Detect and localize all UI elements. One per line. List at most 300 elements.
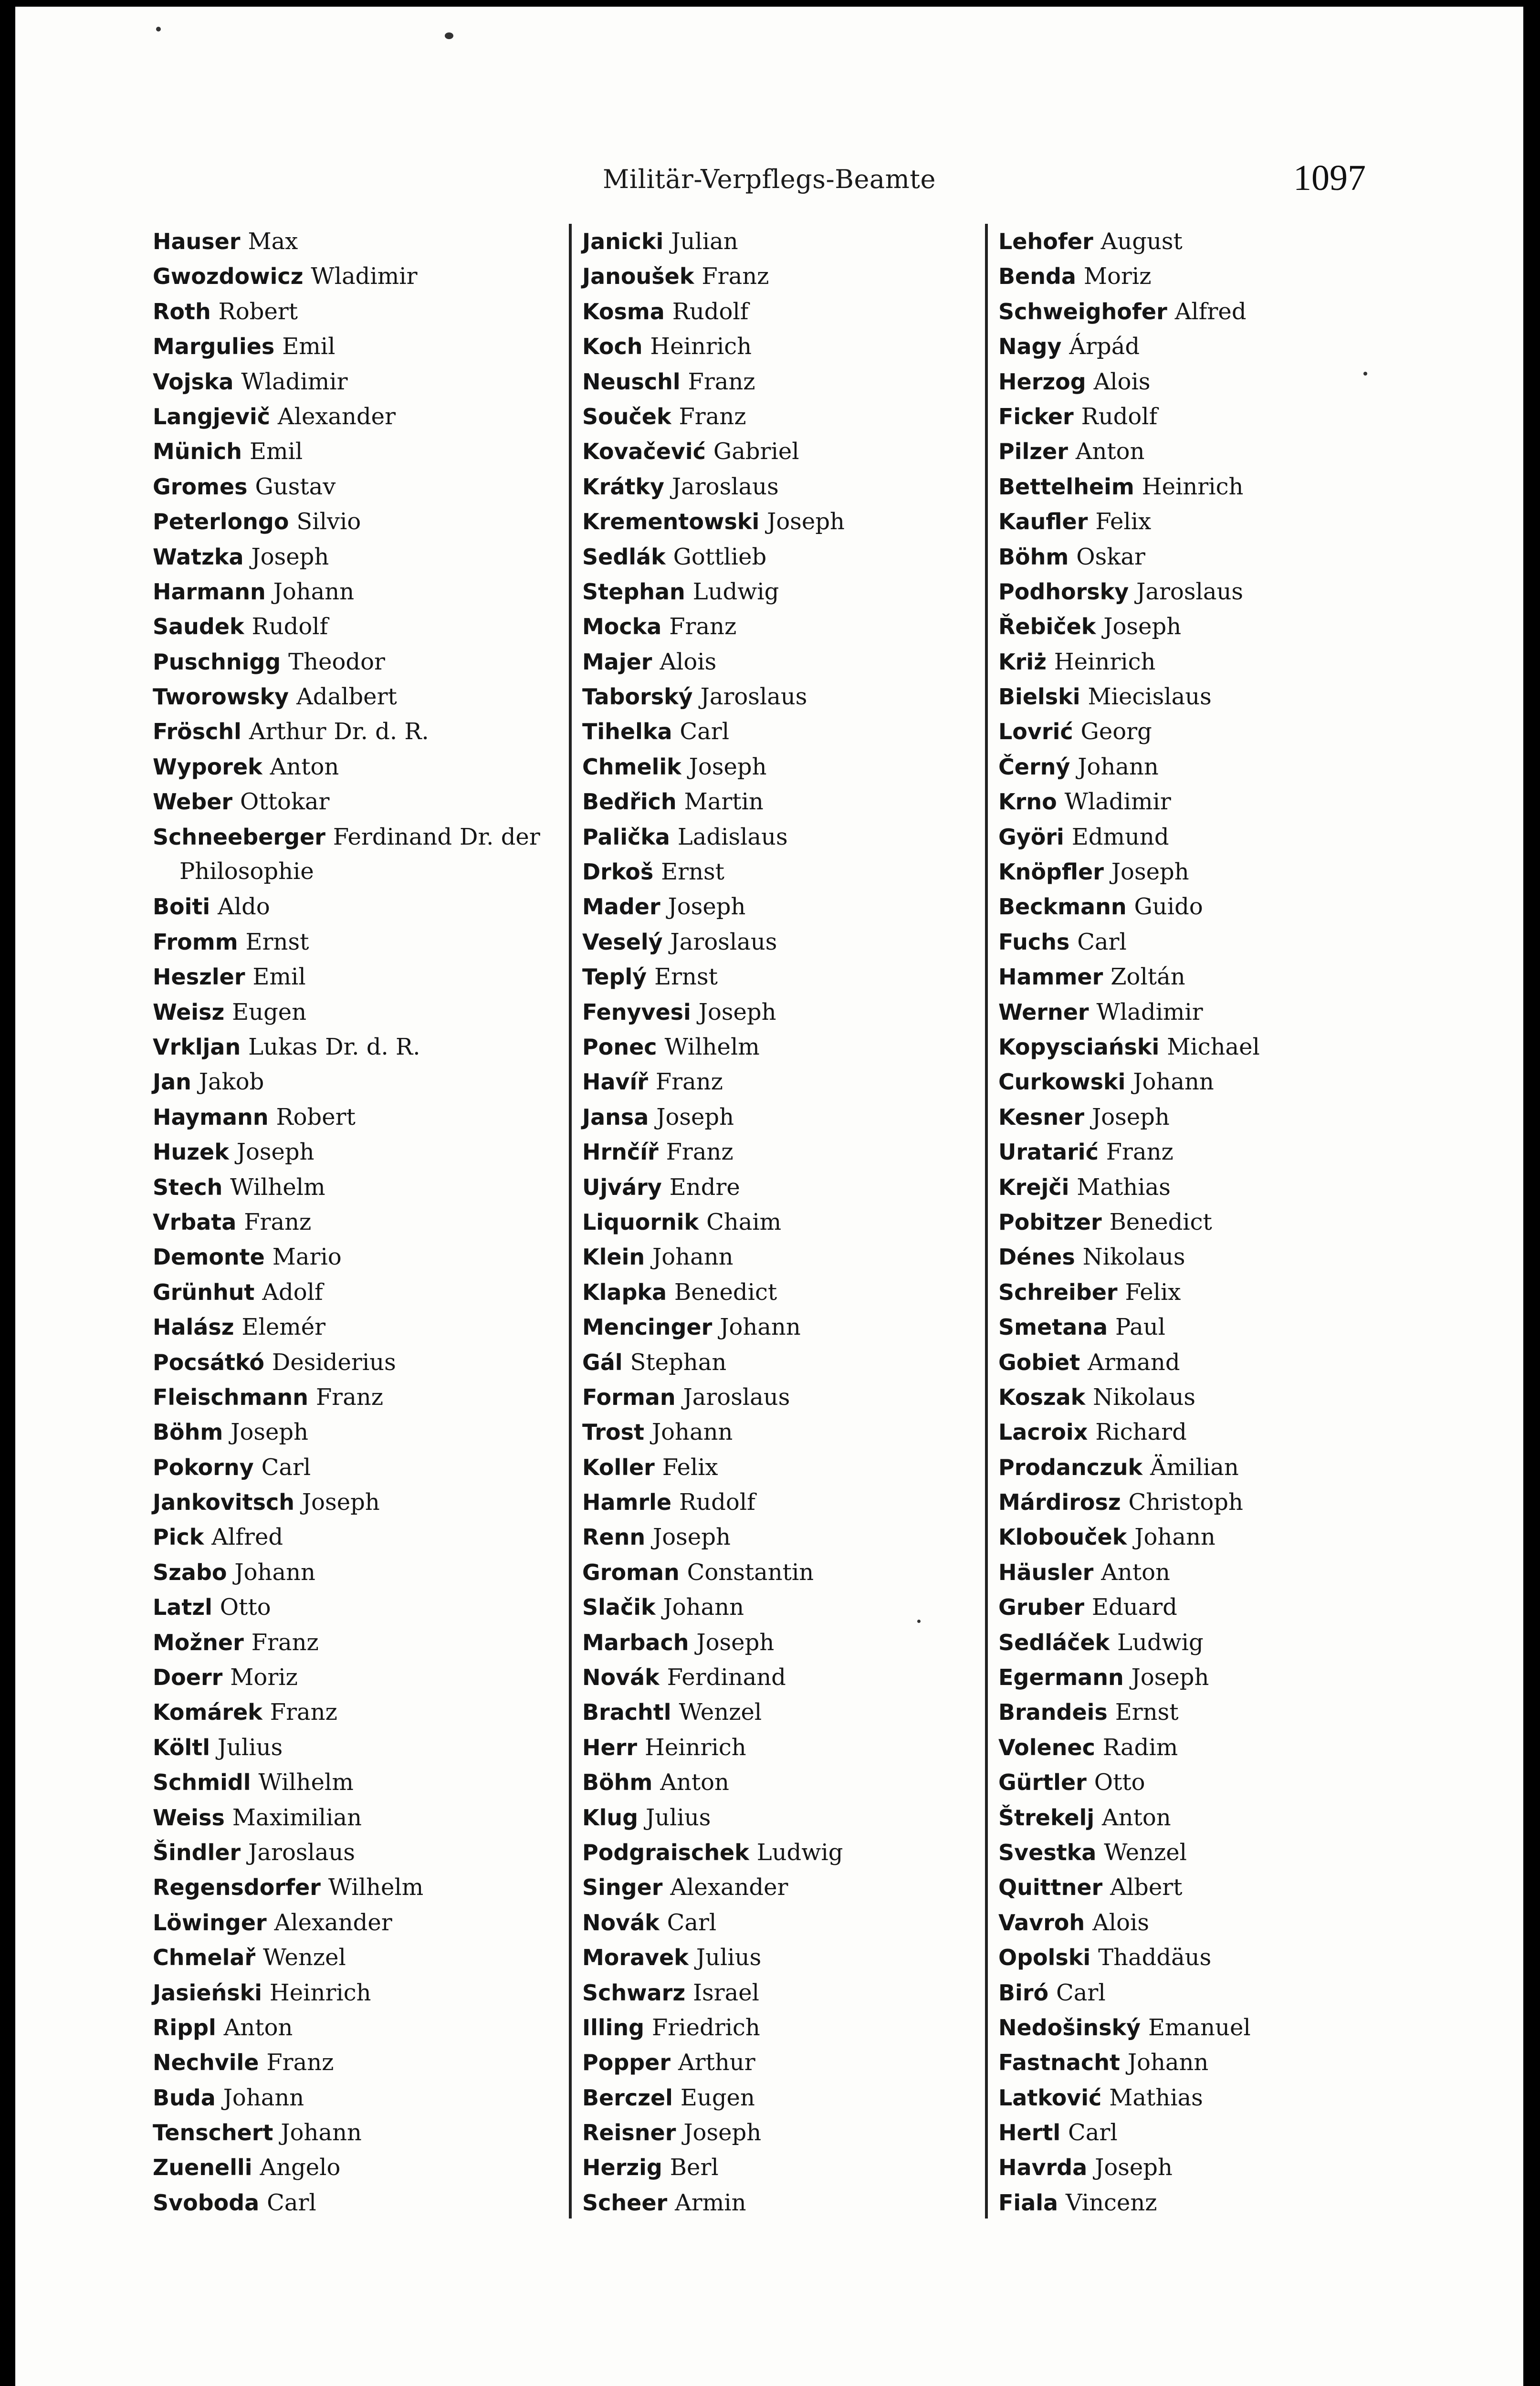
list-item [153, 1905, 554, 1940]
given-name: Ladislaus [677, 823, 788, 850]
list-item [998, 1134, 1390, 1169]
list-item [153, 1940, 554, 1975]
given-name: Wenzel [679, 1699, 762, 1726]
list-item [153, 924, 554, 959]
surname: Költl [153, 1734, 210, 1760]
list-item [998, 294, 1390, 329]
given-name: Elemér [241, 1314, 326, 1341]
given-name: Carl [667, 1909, 717, 1936]
surname: Černý [998, 753, 1070, 780]
surname: Gobiet [998, 1349, 1080, 1375]
list-item [998, 1975, 1390, 2010]
surname: Nedošinský [998, 2014, 1141, 2041]
given-name: Chaim [706, 1208, 782, 1235]
list-item [582, 1940, 974, 1975]
surname: Gromes [153, 473, 248, 500]
list-item [998, 994, 1390, 1029]
surname: Tihelka [582, 719, 672, 745]
surname: Weisz [153, 999, 225, 1025]
surname: Kovačević [582, 439, 706, 465]
surname: Berczel [582, 2084, 673, 2111]
list-item [153, 539, 554, 574]
surname: Curkowski [998, 1069, 1126, 1095]
list-item [153, 1239, 554, 1274]
surname: Regensdorfer [153, 1874, 321, 1901]
surname: Huzek [153, 1139, 229, 1165]
list-item [582, 364, 974, 399]
surname: Scheer [582, 2189, 668, 2216]
list-item [582, 1660, 974, 1695]
given-name: Ludwig [692, 578, 779, 605]
given-name: Joseph [1103, 613, 1182, 640]
given-name: Felix [1125, 1278, 1181, 1306]
surname: Chmelař [153, 1945, 256, 1971]
surname: Ujváry [582, 1174, 662, 1200]
given-name: Carl [680, 718, 730, 745]
surname: Sedlák [582, 544, 666, 570]
surname: Saudek [153, 614, 244, 640]
surname: Pilzer [998, 439, 1068, 465]
given-name: Robert [276, 1103, 356, 1130]
surname: Tenschert [153, 2120, 273, 2146]
list-item [153, 2045, 554, 2080]
list-item [998, 1099, 1390, 1134]
surname: Hertl [998, 2120, 1061, 2146]
list-item [582, 1975, 974, 2010]
given-name: Alfred [211, 1524, 283, 1551]
list-item [153, 714, 554, 749]
given-name: Emil [282, 333, 335, 360]
surname: Neuschl [582, 368, 681, 395]
list-item [998, 1170, 1390, 1204]
given-name: Heinrich [1142, 473, 1244, 500]
list-item [153, 1519, 554, 1554]
list-item [153, 329, 554, 364]
list-item [998, 1695, 1390, 1729]
list-item [153, 679, 554, 714]
title-suffix: Dr. d. R. [334, 718, 429, 745]
surname: Weiss [153, 1804, 225, 1831]
list-item [153, 1134, 554, 1169]
surname: Havíř [582, 1069, 648, 1095]
list-item [998, 2080, 1390, 2115]
surname: Ficker [998, 403, 1074, 429]
list-item [153, 1380, 554, 1414]
given-name: Adolf [262, 1278, 323, 1306]
given-name: Zoltán [1110, 963, 1185, 991]
list-item [998, 1870, 1390, 1905]
given-name: Johann [223, 2084, 304, 2111]
list-item [582, 1835, 974, 1870]
surname: Heszler [153, 964, 245, 990]
list-item [998, 1940, 1390, 1975]
surname: Harmann [153, 578, 266, 605]
list-item [153, 2010, 554, 2045]
list-item-continuation: Philosophie [179, 858, 314, 885]
list-item [998, 1450, 1390, 1485]
given-name: Ämilian [1150, 1454, 1239, 1481]
list-item [153, 1730, 554, 1765]
surname: Uratarić [998, 1139, 1099, 1165]
list-item [582, 399, 974, 434]
list-item [998, 1345, 1390, 1380]
list-item [153, 469, 554, 504]
list-item [998, 1239, 1390, 1274]
list-item [153, 959, 554, 994]
surname: Knöpfler [998, 859, 1104, 885]
surname: Fastnacht [998, 2050, 1120, 2076]
given-name: Miecislaus [1088, 683, 1212, 711]
surname: Lovrić [998, 719, 1073, 745]
list-item [153, 1450, 554, 1485]
surname: Biró [998, 1979, 1049, 2006]
surname: Fleischmann [153, 1384, 309, 1410]
surname: Smetana [998, 1314, 1108, 1340]
given-name: Arthur [678, 2049, 755, 2076]
given-name: Otto [1094, 1769, 1145, 1796]
given-name: Alfred [1174, 298, 1247, 325]
given-name: Johann [1134, 1524, 1215, 1551]
given-name: Ernst [1115, 1699, 1179, 1726]
surname: Liquornik [582, 1209, 699, 1235]
given-name: Rudolf [251, 613, 328, 640]
surname: Taborský [582, 684, 693, 710]
surname: Podhorsky [998, 578, 1129, 605]
list-item [153, 1345, 554, 1380]
given-name: Theodor [288, 648, 385, 675]
list-item [582, 1239, 974, 1274]
list-item [582, 749, 974, 784]
list-item [153, 1485, 554, 1519]
list-item [153, 1625, 554, 1660]
given-name: Robert [218, 298, 298, 325]
surname: Palička [582, 824, 670, 850]
surname: Beckmann [998, 894, 1127, 920]
list-item [153, 2080, 554, 2115]
list-item [153, 1414, 554, 1449]
surname: Herzog [998, 368, 1086, 395]
given-name: Ernst [245, 928, 309, 955]
given-name: Carl [1068, 2119, 1118, 2146]
surname: Novák [582, 1909, 660, 1936]
list-item [153, 1029, 554, 1064]
list-item [582, 1625, 974, 1660]
surname: Grünhut [153, 1279, 255, 1305]
surname: Jansa [582, 1104, 649, 1130]
surname: Popper [582, 2050, 671, 2076]
given-name: Armin [675, 2189, 746, 2216]
given-name: Endre [669, 1173, 740, 1201]
given-name: Ernst [654, 963, 718, 991]
list-item [153, 259, 554, 293]
list-item [998, 1765, 1390, 1800]
list-item [998, 1625, 1390, 1660]
given-name: Martin [684, 788, 764, 816]
surname: Havrda [998, 2155, 1088, 2181]
given-name: Anton [270, 753, 339, 780]
given-name: Mathias [1109, 2084, 1203, 2111]
given-name: Friedrich [652, 2014, 760, 2041]
surname: Tworowsky [153, 684, 289, 710]
surname: Kesner [998, 1104, 1085, 1130]
given-name: Heinrich [1054, 648, 1156, 675]
list-item [998, 1730, 1390, 1765]
list-item [998, 329, 1390, 364]
given-name: Heinrich [269, 1979, 371, 2006]
given-name: Joseph [230, 1419, 309, 1446]
list-item [998, 1309, 1390, 1344]
list-item [998, 679, 1390, 714]
surname: Reisner [582, 2120, 676, 2146]
surname: Krejči [998, 1174, 1069, 1200]
given-name: Vincenz [1065, 2189, 1157, 2216]
surname: Weber [153, 789, 233, 815]
surname: Janoušek [582, 263, 694, 290]
surname: Lehofer [998, 229, 1093, 254]
surname: Mocka [582, 614, 662, 640]
surname: Veselý [582, 929, 663, 955]
list-item [582, 609, 974, 644]
scan-speck [156, 27, 161, 31]
list-item [998, 1519, 1390, 1554]
surname: Klein [582, 1244, 645, 1270]
given-name: Gabriel [713, 438, 799, 465]
list-item [582, 2010, 974, 2045]
given-name: Radim [1102, 1734, 1178, 1761]
list-item [153, 609, 554, 644]
surname: Buda [153, 2084, 216, 2111]
surname: Vrbata [153, 1209, 237, 1235]
surname: Bielski [998, 684, 1080, 710]
given-name: Richard [1095, 1419, 1187, 1446]
given-name: Franz [669, 613, 737, 640]
surname: Koller [582, 1454, 655, 1480]
surname: Svestka [998, 1839, 1097, 1865]
surname: Ponec [582, 1034, 657, 1060]
list-item [582, 1870, 974, 1905]
surname: Mencinger [582, 1314, 712, 1340]
given-name: Armand [1088, 1349, 1180, 1376]
given-name: Moriz [1083, 263, 1152, 290]
given-name: Wladimir [1096, 998, 1203, 1026]
surname: Souček [582, 403, 671, 429]
surname: Quittner [998, 1874, 1103, 1901]
surname: Kriż [998, 649, 1047, 675]
given-name: Heinrich [650, 333, 752, 360]
given-name: Franz [1106, 1139, 1173, 1166]
list-item [582, 1555, 974, 1590]
surname: Možner [153, 1629, 244, 1655]
given-name: Alois [1093, 368, 1151, 395]
list-item [153, 994, 554, 1029]
list-item [998, 504, 1390, 539]
list-item [998, 644, 1390, 679]
surname: Kaufler [998, 509, 1088, 535]
column-3 [985, 224, 1390, 2219]
given-name: Julian [671, 228, 738, 255]
given-name: Joseph [1095, 2154, 1173, 2181]
surname: Jan [153, 1069, 191, 1095]
surname: Stephan [582, 578, 685, 605]
list-item [582, 1519, 974, 1554]
surname: Haymann [153, 1104, 269, 1130]
list-item [582, 469, 974, 504]
given-name: Edmund [1071, 823, 1169, 850]
surname: Teplý [582, 964, 647, 990]
surname: Pocsátkó [153, 1349, 264, 1375]
list-item [998, 714, 1390, 749]
surname: Gwozdowicz [153, 263, 304, 290]
given-name: Franz [679, 403, 746, 430]
given-name: Franz [666, 1139, 733, 1166]
given-name: Nikolaus [1082, 1244, 1185, 1271]
list-item [582, 259, 974, 293]
surname: Schmidl [153, 1769, 251, 1796]
given-name: Rudolf [1081, 403, 1158, 430]
given-name: Wilhelm [230, 1173, 325, 1201]
given-name: Wenzel [1104, 1839, 1187, 1866]
title-suffix: Dr. d. R. [325, 1033, 420, 1060]
given-name: Johann [1078, 753, 1159, 780]
list-item [153, 294, 554, 329]
surname: Sedláček [998, 1629, 1110, 1655]
given-name: Anton [1075, 438, 1145, 465]
given-name: Desiderius [272, 1349, 396, 1376]
given-name: Julius [646, 1804, 711, 1831]
name-list [153, 224, 1386, 2219]
list-item [998, 959, 1390, 994]
list-item [582, 2115, 974, 2150]
list-item [153, 364, 554, 399]
given-name: Joseph [656, 1103, 734, 1130]
surname: Halász [153, 1314, 234, 1340]
surname: Pokorny [153, 1454, 254, 1480]
given-name: Jaroslaus [670, 928, 777, 955]
given-name: Jakob [199, 1068, 264, 1096]
list-item [153, 1975, 554, 2010]
surname: Šindler [153, 1839, 241, 1865]
list-item [998, 364, 1390, 399]
surname: Münich [153, 439, 242, 465]
given-name: Constantin [687, 1559, 814, 1586]
given-name: Max [248, 228, 298, 255]
list-item [998, 784, 1390, 819]
surname: Schweighofer [998, 298, 1167, 324]
surname: Řebiček [998, 614, 1096, 640]
surname: Koszak [998, 1384, 1086, 1410]
surname: Štrekelj [998, 1804, 1095, 1831]
given-name: Franz [688, 368, 755, 395]
surname: Brandeis [998, 1699, 1108, 1726]
surname: Benda [998, 263, 1076, 290]
list-item [582, 1309, 974, 1344]
surname: Egermann [998, 1664, 1124, 1691]
list-item [998, 224, 1390, 259]
list-item [582, 574, 974, 609]
surname: Roth [153, 298, 211, 324]
surname: Hammer [998, 964, 1103, 990]
list-item [582, 784, 974, 819]
list-item [998, 1414, 1390, 1449]
surname: Demonte [153, 1244, 265, 1270]
given-name: Franz [244, 1208, 312, 1235]
list-item [153, 574, 554, 609]
column-1 [153, 224, 554, 2219]
surname: Renn [582, 1524, 646, 1550]
given-name: Alexander [277, 403, 396, 430]
surname: Fiala [998, 2189, 1058, 2216]
surname: Forman [582, 1384, 676, 1410]
list-item [153, 434, 554, 469]
list-item [998, 434, 1390, 469]
given-name: Thaddäus [1098, 1944, 1212, 1971]
list-item [153, 504, 554, 539]
given-name: Franz [702, 263, 769, 290]
list-item [582, 1275, 974, 1309]
list-item [582, 994, 974, 1029]
given-name: Jaroslaus [683, 1383, 790, 1411]
surname: Wyporek [153, 753, 262, 780]
given-name: Moriz [230, 1664, 298, 1691]
list-item [998, 889, 1390, 924]
given-name: Jaroslaus [248, 1839, 355, 1866]
list-item [582, 2185, 974, 2220]
list-item [582, 1134, 974, 1169]
list-item [998, 2115, 1390, 2150]
given-name: Rudolf [672, 298, 749, 325]
given-name: Joseph [683, 2119, 762, 2146]
surname: Kosma [582, 298, 665, 324]
list-item [153, 399, 554, 434]
surname: Svoboda [153, 2189, 260, 2216]
scan-speck [1363, 372, 1367, 376]
surname: Dénes [998, 1244, 1075, 1270]
surname: Trost [582, 1419, 644, 1445]
surname: Schreiber [998, 1279, 1118, 1305]
surname: Böhm [582, 1769, 653, 1796]
given-name: Johann [652, 1244, 733, 1271]
list-item [582, 1905, 974, 1940]
list-item [582, 959, 974, 994]
given-name: Christoph [1128, 1489, 1243, 1516]
list-item [998, 1905, 1390, 1940]
list-item [998, 854, 1390, 889]
given-name: Emil [249, 438, 303, 465]
surname: Krátky [582, 473, 664, 500]
given-name: Silvio [296, 508, 361, 535]
surname: Pick [153, 1524, 204, 1550]
given-name: Otto [220, 1594, 271, 1621]
list-item [153, 224, 554, 259]
surname: Nechvile [153, 2050, 259, 2076]
given-name: Eugen [232, 998, 307, 1026]
surname: Fenyvesi [582, 999, 691, 1025]
list-item [998, 749, 1390, 784]
given-name: Joseph [1131, 1664, 1209, 1691]
given-name: Johann [273, 578, 355, 605]
list-item [998, 2150, 1390, 2185]
given-name: Nikolaus [1093, 1383, 1195, 1411]
list-item [153, 1835, 554, 1870]
document-page [15, 7, 1523, 2386]
list-item [582, 1590, 974, 1624]
list-item [582, 1204, 974, 1239]
list-item [582, 1414, 974, 1449]
surname: Györi [998, 824, 1064, 850]
list-item [153, 2185, 554, 2220]
list-item [582, 679, 974, 714]
given-name: Joseph [668, 893, 746, 921]
